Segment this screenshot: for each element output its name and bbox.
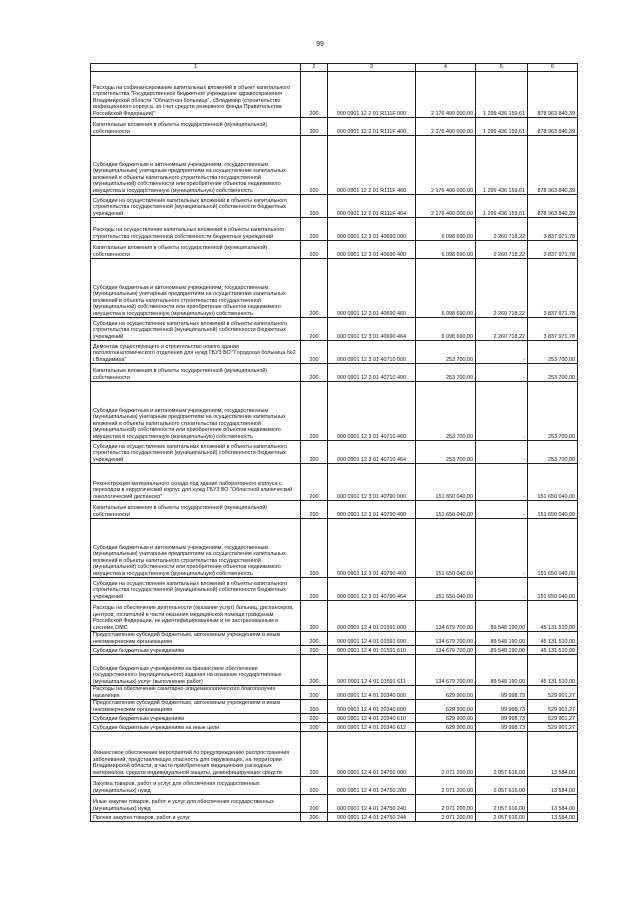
unexecuted-amount-cell: 253 700,00 <box>528 364 578 382</box>
row-name-cell: Субсидии на осуществление капитальных вложений в объекты капитального строительства государственной (муниципальной) собственности бюджетных учреждений <box>91 195 301 218</box>
unexecuted-amount-cell: 45 131 510,00 <box>528 646 578 655</box>
approved-amount-cell: 2 071 200,00 <box>416 795 476 813</box>
row-name-cell: Капитальные вложения в объекты государственной (муниципальной) собственности <box>91 364 301 382</box>
table-row <box>91 795 578 813</box>
row-name-cell: Субсидии бюджетным и автономным учреждениям, государственным (муниципальным) унитарным предприятиям на осуществление капитальных вложений в объекты капитального строительства государственной (муниципальной) собственности или приобретение объектов недвижимого имущества в государственную (муниципальную) собственность <box>91 382 301 441</box>
line-code-cell: 200 <box>301 519 328 578</box>
line-code-cell: 200 <box>301 118 328 136</box>
unexecuted-amount-cell: 13 584,00 <box>528 795 578 813</box>
column-header: 3 <box>328 64 416 72</box>
budget-classification-code-cell: 000 0901 12 2 01 R111F 400 <box>328 118 416 136</box>
unexecuted-amount-cell: 13 584,00 <box>528 777 578 795</box>
table-row <box>91 632 578 646</box>
row-name-cell: Закупка товаров, работ и услуг для обеспечения государственных (муниципальных) нужд <box>91 777 301 795</box>
line-code-cell: 200 <box>301 72 328 118</box>
approved-amount-cell: 253 700,00 <box>416 382 476 441</box>
executed-amount-cell: - <box>476 364 528 382</box>
executed-amount-cell: 99 998,73 <box>476 700 528 714</box>
executed-amount-cell: 2 057 616,00 <box>476 777 528 795</box>
budget-classification-code-cell: 000 0901 12 4 01 24750 200 <box>328 777 416 795</box>
line-code-cell: 200 <box>301 723 328 732</box>
budget-classification-code-cell: 000 0901 12 3 01 40790 464 <box>328 578 416 601</box>
row-name-cell: Субсидии на осуществление капитальных вложений в объекты капитального строительства государственной (муниципальной) собственности бюджетных учреждений <box>91 318 301 341</box>
line-code-cell: 200 <box>301 714 328 723</box>
table-row <box>91 655 578 686</box>
row-name-cell: Финансовое обеспечение мероприятий по предупреждению распространения заболеваний, представляющих опасность для окружающих, на территории Владимирской области, в части приобретения медицинских расходных материалов, средств индивидуальной защиты, дезинфицирующих средств <box>91 732 301 777</box>
line-code-cell: 200 <box>301 464 328 501</box>
table-row <box>91 382 578 441</box>
row-name-cell: Демонтаж существующего и строительство нового здания патологоанатомического отделения для нужд ГБУЗ ВО "Городская больница №2 г.Владимира" <box>91 341 301 364</box>
budget-classification-code-cell: 000 0901 12 2 01 R111F 000 <box>328 72 416 118</box>
unexecuted-amount-cell: 151 650 040,00 <box>528 578 578 601</box>
table-row <box>91 441 578 464</box>
executed-amount-cell: 99 998,73 <box>476 723 528 732</box>
column-header: 5 <box>476 64 528 72</box>
line-code-cell: 200 <box>301 218 328 241</box>
executed-amount-cell: - <box>476 464 528 501</box>
executed-amount-cell: 89 548 190,00 <box>476 655 528 686</box>
table-row <box>91 813 578 822</box>
unexecuted-amount-cell: 253 700,00 <box>528 441 578 464</box>
unexecuted-amount-cell: 253 700,00 <box>528 341 578 364</box>
approved-amount-cell: 2 176 400 000,00 <box>416 72 476 118</box>
row-name-cell: Субсидии бюджетным и автономным учреждениям, государственным (муниципальным) унитарным предприятиям на осуществление капитальных вложений в объекты капитального строительства государственной (муниципальной) собственности или приобретение объектов недвижимого имущества в государственную (муниципальную) собственность <box>91 519 301 578</box>
executed-amount-cell: 1 299 436 159,61 <box>476 136 528 195</box>
unexecuted-amount-cell: 878 963 840,39 <box>528 136 578 195</box>
executed-amount-cell: 1 299 436 159,61 <box>476 195 528 218</box>
executed-amount-cell: - <box>476 578 528 601</box>
row-name-cell: Капитальные вложения в объекты государственной (муниципальной) собственности <box>91 501 301 519</box>
table-row <box>91 364 578 382</box>
unexecuted-amount-cell: 878 963 840,39 <box>528 118 578 136</box>
budget-classification-code-cell: 000 0901 12 4 01 20340 612 <box>328 723 416 732</box>
approved-amount-cell: 151 650 040,00 <box>416 578 476 601</box>
line-code-cell: 200 <box>301 136 328 195</box>
unexecuted-amount-cell: 13 584,00 <box>528 732 578 777</box>
row-name-cell: Расходы на обеспечение санитарно-эпидемиологического благополучия населения <box>91 686 301 700</box>
line-code-cell: 200 <box>301 795 328 813</box>
approved-amount-cell: 6 098 690,00 <box>416 318 476 341</box>
approved-amount-cell: 151 650 040,00 <box>416 501 476 519</box>
table-row <box>91 646 578 655</box>
budget-classification-code-cell: 000 0901 12 4 01 01591 000 <box>328 601 416 632</box>
row-name-cell: Прочая закупка товаров, работ и услуг <box>91 813 301 822</box>
row-name-cell: Расходы на осуществление капитальных вложений в объекты капитального строительства государственной собственности бюджетных учреждений <box>91 218 301 241</box>
approved-amount-cell: 629 900,00 <box>416 714 476 723</box>
budget-classification-code-cell: 000 0901 12 2 01 R111F 460 <box>328 136 416 195</box>
budget-table <box>90 63 578 822</box>
approved-amount-cell: 134 679 700,00 <box>416 601 476 632</box>
line-code-cell: 200 <box>301 686 328 700</box>
executed-amount-cell: 2 057 616,00 <box>476 732 528 777</box>
row-name-cell: Субсидии бюджетным учреждениям на финансовое обеспечение государственного (муниципального) задания на оказание государственных (муниципальных) услуг (выполнение работ) <box>91 655 301 686</box>
line-code-cell: 200 <box>301 601 328 632</box>
line-code-cell: 200 <box>301 578 328 601</box>
approved-amount-cell: 629 900,00 <box>416 700 476 714</box>
line-code-cell: 200 <box>301 195 328 218</box>
budget-classification-code-cell: 000 0901 12 4 01 20340 610 <box>328 714 416 723</box>
budget-classification-code-cell: 000 0901 12 4 01 01591 600 <box>328 632 416 646</box>
row-name-cell: Субсидии на осуществление капитальных вложений в объекты капитального строительства государственной (муниципальной) собственности бюджетных учреждений <box>91 578 301 601</box>
row-name-cell: Субсидии бюджетным учреждениям <box>91 646 301 655</box>
executed-amount-cell: - <box>476 382 528 441</box>
executed-amount-cell: - <box>476 519 528 578</box>
row-name-cell: Иные закупки товаров, работ и услуг для обеспечения государственных (муниципальных) нужд <box>91 795 301 813</box>
row-name-cell: Расходы на софинансирование капитальных вложений в объект капитального строительства "Государственное бюджетное учреждение здравоохранения Владимирской области "Областная больница", г.Владимир (строительство инфекционного корпуса, за счет средств резервного фонда Правительства Российской Федерации)" <box>91 72 301 118</box>
executed-amount-cell: 2 260 718,22 <box>476 218 528 241</box>
budget-classification-code-cell: 000 0901 12 3 01 40690 000 <box>328 218 416 241</box>
approved-amount-cell: 6 098 690,00 <box>416 259 476 318</box>
executed-amount-cell: 1 299 436 159,61 <box>476 118 528 136</box>
line-code-cell: 200 <box>301 646 328 655</box>
approved-amount-cell: 2 176 400 000,00 <box>416 136 476 195</box>
budget-classification-code-cell: 000 0901 12 3 01 40690 464 <box>328 318 416 341</box>
column-header: 6 <box>528 64 578 72</box>
table-row <box>91 777 578 795</box>
budget-classification-code-cell: 000 0901 12 3 01 40690 400 <box>328 241 416 259</box>
line-code-cell: 200 <box>301 241 328 259</box>
table-row <box>91 714 578 723</box>
table-row <box>91 241 578 259</box>
table-row <box>91 218 578 241</box>
unexecuted-amount-cell: 151 650 040,00 <box>528 519 578 578</box>
budget-classification-code-cell: 000 0901 12 2 01 R111F 464 <box>328 195 416 218</box>
unexecuted-amount-cell: 529 901,27 <box>528 686 578 700</box>
line-code-cell: 200 <box>301 655 328 686</box>
table-row <box>91 318 578 341</box>
approved-amount-cell: 2 071 200,00 <box>416 777 476 795</box>
approved-amount-cell: 2 176 400 000,00 <box>416 195 476 218</box>
budget-classification-code-cell: 000 0901 12 3 01 40710 000 <box>328 341 416 364</box>
table-row <box>91 501 578 519</box>
budget-classification-code-cell: 000 0901 12 3 01 40690 460 <box>328 259 416 318</box>
budget-classification-code-cell: 000 0901 12 3 01 40710 464 <box>328 441 416 464</box>
approved-amount-cell: 6 098 690,00 <box>416 218 476 241</box>
line-code-cell: 200 <box>301 441 328 464</box>
row-name-cell: Капитальные вложения в объекты государственной (муниципальной) собственности <box>91 241 301 259</box>
approved-amount-cell: 2 071 200,00 <box>416 732 476 777</box>
table-row <box>91 341 578 364</box>
unexecuted-amount-cell: 878 963 840,39 <box>528 72 578 118</box>
unexecuted-amount-cell: 878 963 840,39 <box>528 195 578 218</box>
row-name-cell: Капитальные вложения в объекты государственной (муниципальной) собственности <box>91 118 301 136</box>
unexecuted-amount-cell: 45 131 510,00 <box>528 632 578 646</box>
unexecuted-amount-cell: 45 131 510,00 <box>528 655 578 686</box>
line-code-cell: 200 <box>301 318 328 341</box>
table-row <box>91 578 578 601</box>
column-header: 1 <box>91 64 301 72</box>
unexecuted-amount-cell: 3 837 971,78 <box>528 318 578 341</box>
line-code-cell: 200 <box>301 259 328 318</box>
line-code-cell: 200 <box>301 700 328 714</box>
approved-amount-cell: 629 900,00 <box>416 686 476 700</box>
column-header: 2 <box>301 64 328 72</box>
line-code-cell: 200 <box>301 501 328 519</box>
budget-classification-code-cell: 000 0901 12 3 01 40710 400 <box>328 364 416 382</box>
row-name-cell: Субсидии бюджетным и автономным учреждениям, государственным (муниципальным) унитарным предприятиям на осуществление капитальных вложений в объекты капитального строительства государственной (муниципальной) собственности или приобретение объектов недвижимого имущества в государственную (муниципальную) собственность <box>91 136 301 195</box>
table-row <box>91 464 578 501</box>
unexecuted-amount-cell: 45 131 510,00 <box>528 601 578 632</box>
approved-amount-cell: 151 650 040,00 <box>416 519 476 578</box>
row-name-cell: Реконструкция материального склада под здание лабораторного корпуса с переходом в хирургический корпус для нужд ГБУЗ ВО "Областной клинический онкологический диспансер" <box>91 464 301 501</box>
unexecuted-amount-cell: 3 837 971,78 <box>528 259 578 318</box>
table-row <box>91 259 578 318</box>
row-name-cell: Предоставление субсидий бюджетным, автономным учреждениям и иным некоммерческим организациям <box>91 700 301 714</box>
line-code-cell: 200 <box>301 632 328 646</box>
executed-amount-cell: 2 260 718,22 <box>476 318 528 341</box>
table-row <box>91 723 578 732</box>
unexecuted-amount-cell: 3 837 971,78 <box>528 241 578 259</box>
row-name-cell: Субсидии на осуществление капитальных вложений в объекты капитального строительства государственной (муниципальной) собственности бюджетных учреждений <box>91 441 301 464</box>
executed-amount-cell: 99 998,73 <box>476 714 528 723</box>
unexecuted-amount-cell: 151 650 040,00 <box>528 464 578 501</box>
row-name-cell: Субсидии бюджетным учреждениям <box>91 714 301 723</box>
unexecuted-amount-cell: 253 700,00 <box>528 382 578 441</box>
budget-classification-code-cell: 000 0901 12 3 01 40790 460 <box>328 519 416 578</box>
budget-classification-code-cell: 000 0901 12 3 01 40710 460 <box>328 382 416 441</box>
executed-amount-cell: 89 548 190,00 <box>476 632 528 646</box>
executed-amount-cell: 89 548 190,00 <box>476 646 528 655</box>
budget-classification-code-cell: 000 0901 12 4 01 24750 240 <box>328 795 416 813</box>
row-name-cell: Расходы на обеспечение деятельности (оказание услуг) больниц, диспансеров, центров, госпиталей в части оказания медицинской помощи гражданам Российской Федерации, не идентифицированным и не застрахованным в системе ОМС <box>91 601 301 632</box>
table-row <box>91 732 578 777</box>
table-row <box>91 195 578 218</box>
approved-amount-cell: 134 679 700,00 <box>416 655 476 686</box>
unexecuted-amount-cell: 151 650 040,00 <box>528 501 578 519</box>
table-row <box>91 519 578 578</box>
executed-amount-cell: 2 260 718,22 <box>476 259 528 318</box>
approved-amount-cell: 134 679 700,00 <box>416 646 476 655</box>
unexecuted-amount-cell: 529 901,27 <box>528 714 578 723</box>
executed-amount-cell: 2 057 616,00 <box>476 813 528 822</box>
budget-classification-code-cell: 000 0901 12 3 01 40790 000 <box>328 464 416 501</box>
line-code-cell: 200 <box>301 341 328 364</box>
approved-amount-cell: 151 650 040,00 <box>416 464 476 501</box>
executed-amount-cell: 89 548 190,00 <box>476 601 528 632</box>
executed-amount-cell: - <box>476 341 528 364</box>
unexecuted-amount-cell: 529 901,27 <box>528 700 578 714</box>
executed-amount-cell: - <box>476 441 528 464</box>
approved-amount-cell: 629 900,00 <box>416 723 476 732</box>
line-code-cell: 200 <box>301 382 328 441</box>
executed-amount-cell: 1 299 436 159,61 <box>476 72 528 118</box>
approved-amount-cell: 6 098 690,00 <box>416 241 476 259</box>
table-row <box>91 686 578 700</box>
line-code-cell: 200 <box>301 732 328 777</box>
row-name-cell: Субсидии бюджетным и автономным учреждениям, государственным (муниципальным) унитарным предприятиям на осуществление капитальных вложений в объекты капитального строительства государственной (муниципальной) собственности или приобретение объектов недвижимого имущества в государственную (муниципальную) собственность <box>91 259 301 318</box>
approved-amount-cell: 2 176 400 000,00 <box>416 118 476 136</box>
budget-classification-code-cell: 000 0901 12 4 01 01591 611 <box>328 655 416 686</box>
executed-amount-cell: 2 260 718,22 <box>476 241 528 259</box>
executed-amount-cell: 99 998,73 <box>476 686 528 700</box>
approved-amount-cell: 253 700,00 <box>416 364 476 382</box>
budget-classification-code-cell: 000 0901 12 4 01 24750 000 <box>328 732 416 777</box>
table-row <box>91 136 578 195</box>
approved-amount-cell: 134 679 700,00 <box>416 632 476 646</box>
approved-amount-cell: 2 071 200,00 <box>416 813 476 822</box>
unexecuted-amount-cell: 3 837 971,78 <box>528 218 578 241</box>
budget-classification-code-cell: 000 0901 12 4 01 20340 000 <box>328 686 416 700</box>
row-name-cell: Предоставление субсидий бюджетным, автономным учреждениям и иным некоммерческим организациям <box>91 632 301 646</box>
table-row <box>91 72 578 118</box>
line-code-cell: 200 <box>301 364 328 382</box>
row-name-cell: Субсидии бюджетным учреждениям на иные цели <box>91 723 301 732</box>
line-code-cell: 200 <box>301 777 328 795</box>
line-code-cell: 200 <box>301 813 328 822</box>
table-row <box>91 118 578 136</box>
table-row <box>91 601 578 632</box>
column-header: 4 <box>416 64 476 72</box>
executed-amount-cell: - <box>476 501 528 519</box>
budget-classification-code-cell: 000 0901 12 4 01 01591 610 <box>328 646 416 655</box>
budget-classification-code-cell: 000 0901 12 3 01 40790 400 <box>328 501 416 519</box>
unexecuted-amount-cell: 13 584,00 <box>528 813 578 822</box>
executed-amount-cell: 2 057 616,00 <box>476 795 528 813</box>
approved-amount-cell: 253 700,00 <box>416 341 476 364</box>
table-row <box>91 700 578 714</box>
budget-classification-code-cell: 000 0901 12 4 01 20340 600 <box>328 700 416 714</box>
unexecuted-amount-cell: 529 901,27 <box>528 723 578 732</box>
budget-classification-code-cell: 000 0901 12 4 01 24750 244 <box>328 813 416 822</box>
table-header-row <box>91 64 578 72</box>
table-body <box>91 72 578 822</box>
approved-amount-cell: 253 700,00 <box>416 441 476 464</box>
page-number: 99 <box>316 41 324 48</box>
